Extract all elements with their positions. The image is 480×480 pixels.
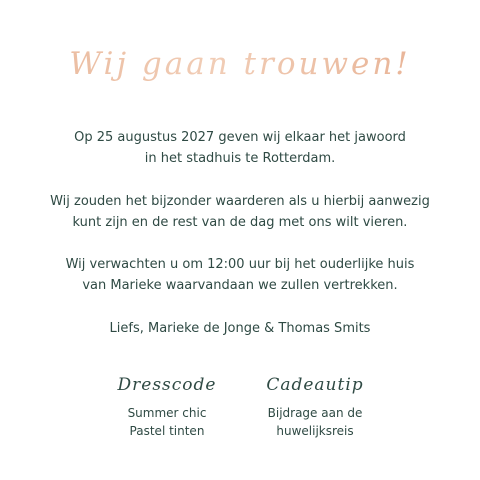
paragraph-line: Op 25 augustus 2027 geven wij elkaar het jawoord — [74, 130, 406, 145]
dresscode-section — [92, 372, 242, 440]
paragraph-signature — [0, 318, 480, 339]
paragraph-meeting-point — [0, 254, 480, 296]
cadeautip-lines — [240, 404, 390, 440]
paragraph-line: Wij zouden het bijzonder waarderen als u hierbij aanwezig — [50, 194, 430, 209]
paragraph-invitation — [0, 191, 480, 233]
signature-line: Liefs, Marieke de Jonge & Thomas Smits — [109, 321, 371, 336]
paragraph-line: in het stadhuis te Rotterdam. — [144, 151, 336, 166]
paragraph-line: Wij verwachten u om 12:00 uur bij het ouderlijke huis — [65, 257, 415, 272]
paragraph-date-location — [0, 127, 480, 169]
cadeautip-section — [240, 372, 390, 440]
cadeautip-line: Bijdrage aan de — [267, 406, 363, 420]
dresscode-title: Dresscode — [117, 375, 217, 395]
dresscode-lines — [92, 404, 242, 440]
cadeautip-title: Cadeautip — [266, 375, 364, 395]
paragraph-line: van Marieke waarvandaan we zullen vertrekken. — [82, 278, 398, 293]
dresscode-line: Pastel tinten — [129, 424, 205, 438]
paragraph-line: kunt zijn en de rest van de dag met ons wilt vieren. — [72, 215, 408, 230]
cadeautip-line: huwelijksreis — [276, 424, 354, 438]
invitation-title: Wij gaan trouwen! — [0, 46, 480, 82]
dresscode-line: Summer chic — [127, 406, 207, 420]
